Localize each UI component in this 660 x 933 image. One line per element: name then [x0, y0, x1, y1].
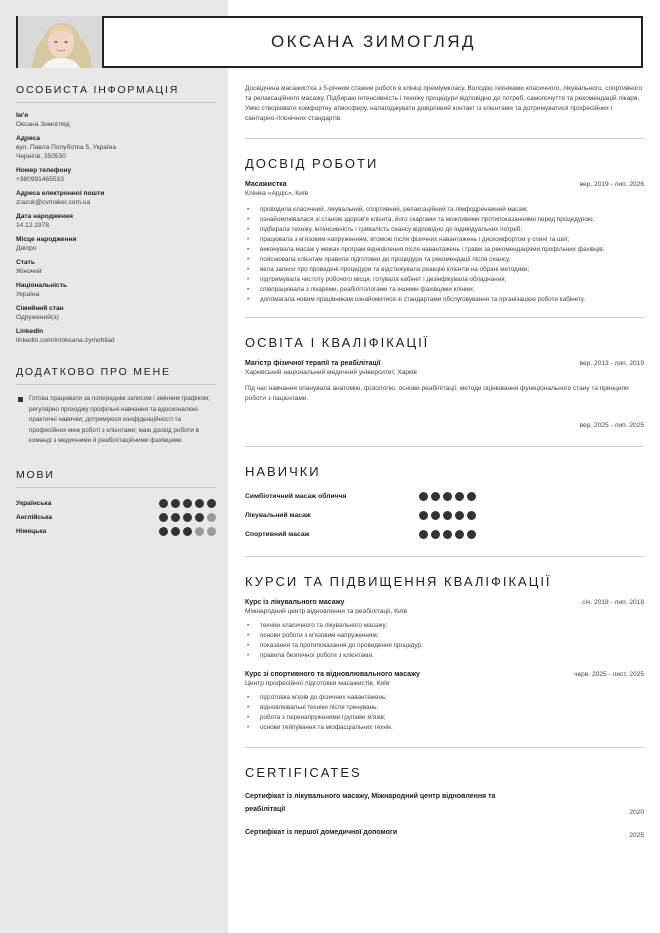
certificate-name: Сертифікат із лікувального масажу, Міжнародний центр відновлення та реабілітації	[245, 793, 496, 813]
language-row	[16, 497, 216, 511]
field-label: Ім'я	[16, 112, 29, 119]
field-value: Одружений(а)	[16, 314, 59, 321]
skill-row	[245, 487, 644, 506]
course-header	[245, 671, 644, 678]
square-bullet-icon	[18, 397, 23, 402]
profile-summary: Досвідчена масажистка з 5-річним стажем роботи в клініці преміумкласу. Володію техніками класичного, лікувального, спортивного та релаксаційного масажу. Підбираю інтенсивність і техніку процедури відповідно до потреб, самопочуття та рекомендацій лікаря. Умію створювати комфортну атмосферу, налагоджувати довірливий контакт із клієнтами та дотримуватися професійних і санітарно-гігієнічних стандартів.	[245, 85, 643, 122]
experience-title: ДОСВІД РОБОТИ	[245, 156, 379, 171]
dot-icon	[207, 513, 216, 522]
education-description: Під час навчання опанувала анатомію, фізіологію, основи реабілітації, методи оцінювання функціонального стану та принципи роботи з пацієнтами.	[245, 385, 629, 402]
extra-text: Готова працювати за попереднім записом і змінним графіком; регулярно проходжу профільні навчання та вдосконалюю практичні навички; дотримуюся конфіденційності та професійних меж роботі з клієнтами; маю досвід роботи в команді з медичними й реабілітаційними фахівцями.	[29, 395, 210, 444]
field-value: 14.12.1978	[16, 222, 50, 229]
personal-field-name	[16, 112, 216, 129]
education-institution: Харківський національний медичний університет, Харків	[245, 369, 417, 376]
personal-info-title: ОСОБИСТА ІНФОРМАЦІЯ	[16, 84, 216, 103]
dot-icon	[171, 513, 180, 522]
field-value[interactable]: linkedin.com/in/oksana-zymohliad	[16, 337, 115, 344]
dot-icon	[195, 499, 204, 508]
dot-icon	[455, 492, 464, 501]
extra-item	[16, 394, 216, 447]
personal-field-birthplace	[16, 236, 216, 253]
course-date: січ. 2018 - лип. 2018	[582, 599, 644, 606]
education-entry	[245, 360, 644, 432]
skill-level	[419, 530, 476, 539]
dot-icon	[467, 530, 476, 539]
certificate-name: Сертифікат із першої домедичної допомоги	[245, 829, 398, 836]
course-entry	[245, 671, 644, 733]
list-item: • основи тейпування та міофасціальних технік.	[245, 723, 644, 733]
skill-level	[419, 492, 476, 501]
course-entry	[245, 599, 644, 661]
skill-name: Спортивний масаж	[245, 531, 310, 538]
dot-icon	[171, 499, 180, 508]
dot-icon	[431, 511, 440, 520]
list-item: • підготовка м'язів до фізичних навантажень;	[245, 693, 644, 703]
dot-icon	[159, 499, 168, 508]
field-label: Національність	[16, 282, 67, 289]
field-label: Місце народження	[16, 236, 77, 243]
list-item: • ознайомлювалася зі станом здоров'я клієнта, його скаргами та можливими протипоказаннями перед процедурою;	[245, 215, 644, 225]
course-provider: Міжнародний центр відновлення та реабілітації, Київ	[245, 608, 407, 615]
dot-icon	[443, 492, 452, 501]
field-value: вул. Павла Полуботка 5, Україна	[16, 144, 117, 151]
divider	[245, 138, 644, 139]
job-date: вер. 2019 - лип. 2026	[579, 181, 644, 188]
languages-list	[16, 497, 216, 539]
field-label: LinkedIn	[16, 328, 44, 335]
field-value: +380991465533	[16, 176, 64, 183]
field-value[interactable]: zrazok@cvmaker.com.ua	[16, 199, 91, 206]
job-header	[245, 181, 644, 188]
list-item: • вела записи про проведені процедури та відстежувала реакцію клієнтів на обрані методики;	[245, 265, 644, 275]
divider	[245, 747, 644, 748]
list-item: • виконувала масаж у межах програм відновлення після навантажень і травм за рекомендаціями профільних фахівців;	[245, 245, 644, 255]
education-title: ОСВІТА І КВАЛІФІКАЦІЇ	[245, 335, 430, 350]
field-label: Дата народження	[16, 213, 73, 220]
language-level	[159, 513, 216, 522]
list-item: • правила безпечної роботи з клієнтами.	[245, 651, 644, 661]
education-date: вер. 2013 - лип. 2019	[579, 360, 644, 367]
dot-icon	[207, 499, 216, 508]
extra-title: ДОДАТКОВО ПРО МЕНЕ	[16, 366, 216, 385]
job-entry	[245, 181, 644, 305]
list-item: • проводила класичний, лікувальний, спортивний, релаксаційний та лімфодренажний масаж;	[245, 205, 644, 215]
certificates-title: CERTIFICATES	[245, 765, 362, 780]
dot-icon	[419, 511, 428, 520]
language-name: Німецька	[16, 528, 47, 535]
field-label: Номер телефону	[16, 167, 72, 174]
avatar	[18, 16, 104, 68]
skills-title: НАВИЧКИ	[245, 464, 321, 479]
language-row	[16, 511, 216, 525]
skill-row	[245, 506, 644, 525]
course-title: Курс із лікувального масажу	[245, 599, 345, 606]
education-date-2-row	[245, 414, 644, 432]
personal-field-linkedin	[16, 328, 216, 345]
personal-field-email	[16, 190, 216, 207]
divider	[245, 317, 644, 318]
personal-field-marital	[16, 305, 216, 322]
list-item: • підтримувала чистоту робочого місця, готувала кабінет і дезінфікувала обладнання;	[245, 275, 644, 285]
field-value-line2: Чернігів, 350530	[16, 153, 66, 160]
skill-row	[245, 525, 644, 544]
language-level	[159, 527, 216, 536]
list-item: • співпрацювала з лікарями, реабілітологами та іншими фахівцями клініки;	[245, 285, 644, 295]
course-bullets	[245, 693, 644, 733]
personal-field-address	[16, 135, 216, 161]
job-title: Масажистка	[245, 181, 287, 188]
list-item: • основи роботи з м'язовим напруженням;	[245, 631, 644, 641]
list-item: • пояснювала клієнтам правила підготовки до процедури та рекомендації після сеансу;	[245, 255, 644, 265]
dot-icon	[431, 530, 440, 539]
certificate-year: 2020	[629, 809, 644, 816]
divider	[245, 556, 644, 557]
course-provider: Центр професійної підготовки масажистів, Київ	[245, 680, 390, 687]
list-item: • допомагала новим працівникам ознайомитися зі стандартами обслуговування та організацією роботи кабінету.	[245, 295, 644, 305]
field-value: Україна	[16, 291, 40, 298]
dot-icon	[183, 513, 192, 522]
field-label: Адреса	[16, 135, 40, 142]
degree-title: Магістр фізичної терапії та реабілітації	[245, 360, 381, 367]
dot-icon	[207, 527, 216, 536]
extra-section	[16, 366, 216, 447]
language-level	[159, 499, 216, 508]
dot-icon	[431, 492, 440, 501]
personal-field-nationality	[16, 282, 216, 299]
skills-list	[245, 487, 644, 544]
job-employer: Клініка «Ардіс», Київ	[245, 190, 309, 197]
field-value: Оксана Зимогляд	[16, 121, 70, 128]
course-bullets	[245, 621, 644, 661]
dot-icon	[159, 513, 168, 522]
dot-icon	[455, 530, 464, 539]
certificate-row	[245, 826, 644, 839]
course-date: черв. 2025 - лист. 2025	[574, 671, 644, 678]
language-row	[16, 525, 216, 539]
skill-name: Лікувальний масаж	[245, 512, 311, 519]
dot-icon	[195, 527, 204, 536]
language-name: Українська	[16, 500, 52, 507]
dot-icon	[183, 499, 192, 508]
dot-icon	[171, 527, 180, 536]
certificate-year: 2025	[629, 832, 644, 839]
dot-icon	[195, 513, 204, 522]
field-label: Стать	[16, 259, 35, 266]
field-value: Жіночий	[16, 268, 42, 275]
list-item: • відновлювальні техніки після тренувань;	[245, 703, 644, 713]
full-name: ОКСАНА ЗИМОГЛЯД	[270, 32, 477, 51]
personal-field-phone	[16, 167, 216, 184]
skill-name: Симбіотичний масаж обличчя	[245, 493, 347, 500]
personal-field-birthdate	[16, 213, 216, 230]
certificates-list	[245, 790, 644, 839]
dot-icon	[443, 530, 452, 539]
field-label: Сімейний стан	[16, 305, 64, 312]
languages-title: МОВИ	[16, 469, 216, 488]
dot-icon	[443, 511, 452, 520]
education-date-2: вер. 2025 - лип. 2025	[579, 422, 644, 429]
field-value: Дніпро	[16, 245, 37, 252]
list-item: • техніки класичного та лікувального масажу;	[245, 621, 644, 631]
divider	[245, 446, 644, 447]
right-column	[245, 84, 644, 839]
course-header	[245, 599, 644, 606]
dot-icon	[419, 492, 428, 501]
list-item: • показання та протипоказання до проведення процедур;	[245, 641, 644, 651]
profile-photo-icon	[18, 16, 104, 68]
list-item: • підбирала техніку, інтенсивність і тривалість сеансу відповідно до індивідуальних потреб;	[245, 225, 644, 235]
field-label: Адреса електронної пошти	[16, 190, 105, 197]
personal-field-gender	[16, 259, 216, 276]
dot-icon	[183, 527, 192, 536]
list-item: • працювала з м'язовим напруженням, втомою після фізичних навантажень і дискомфортом у спині та шиї;	[245, 235, 644, 245]
dot-icon	[455, 511, 464, 520]
certificate-row	[245, 790, 644, 816]
language-name: Англійська	[16, 514, 53, 521]
dot-icon	[467, 511, 476, 520]
languages-section	[16, 469, 216, 539]
course-title: Курс зі спортивного та відновлювального масажу	[245, 671, 420, 678]
education-header	[245, 360, 644, 367]
dot-icon	[159, 527, 168, 536]
dot-icon	[419, 530, 428, 539]
courses-title: КУРСИ ТА ПІДВИЩЕННЯ КВАЛІФІКАЦІЇ	[245, 574, 552, 589]
dot-icon	[467, 492, 476, 501]
job-bullets	[245, 205, 644, 305]
list-item: • робота з перенапруженими групами м'язів;	[245, 713, 644, 723]
left-column	[16, 84, 216, 539]
resume-header	[16, 16, 643, 68]
skill-level	[419, 511, 476, 520]
